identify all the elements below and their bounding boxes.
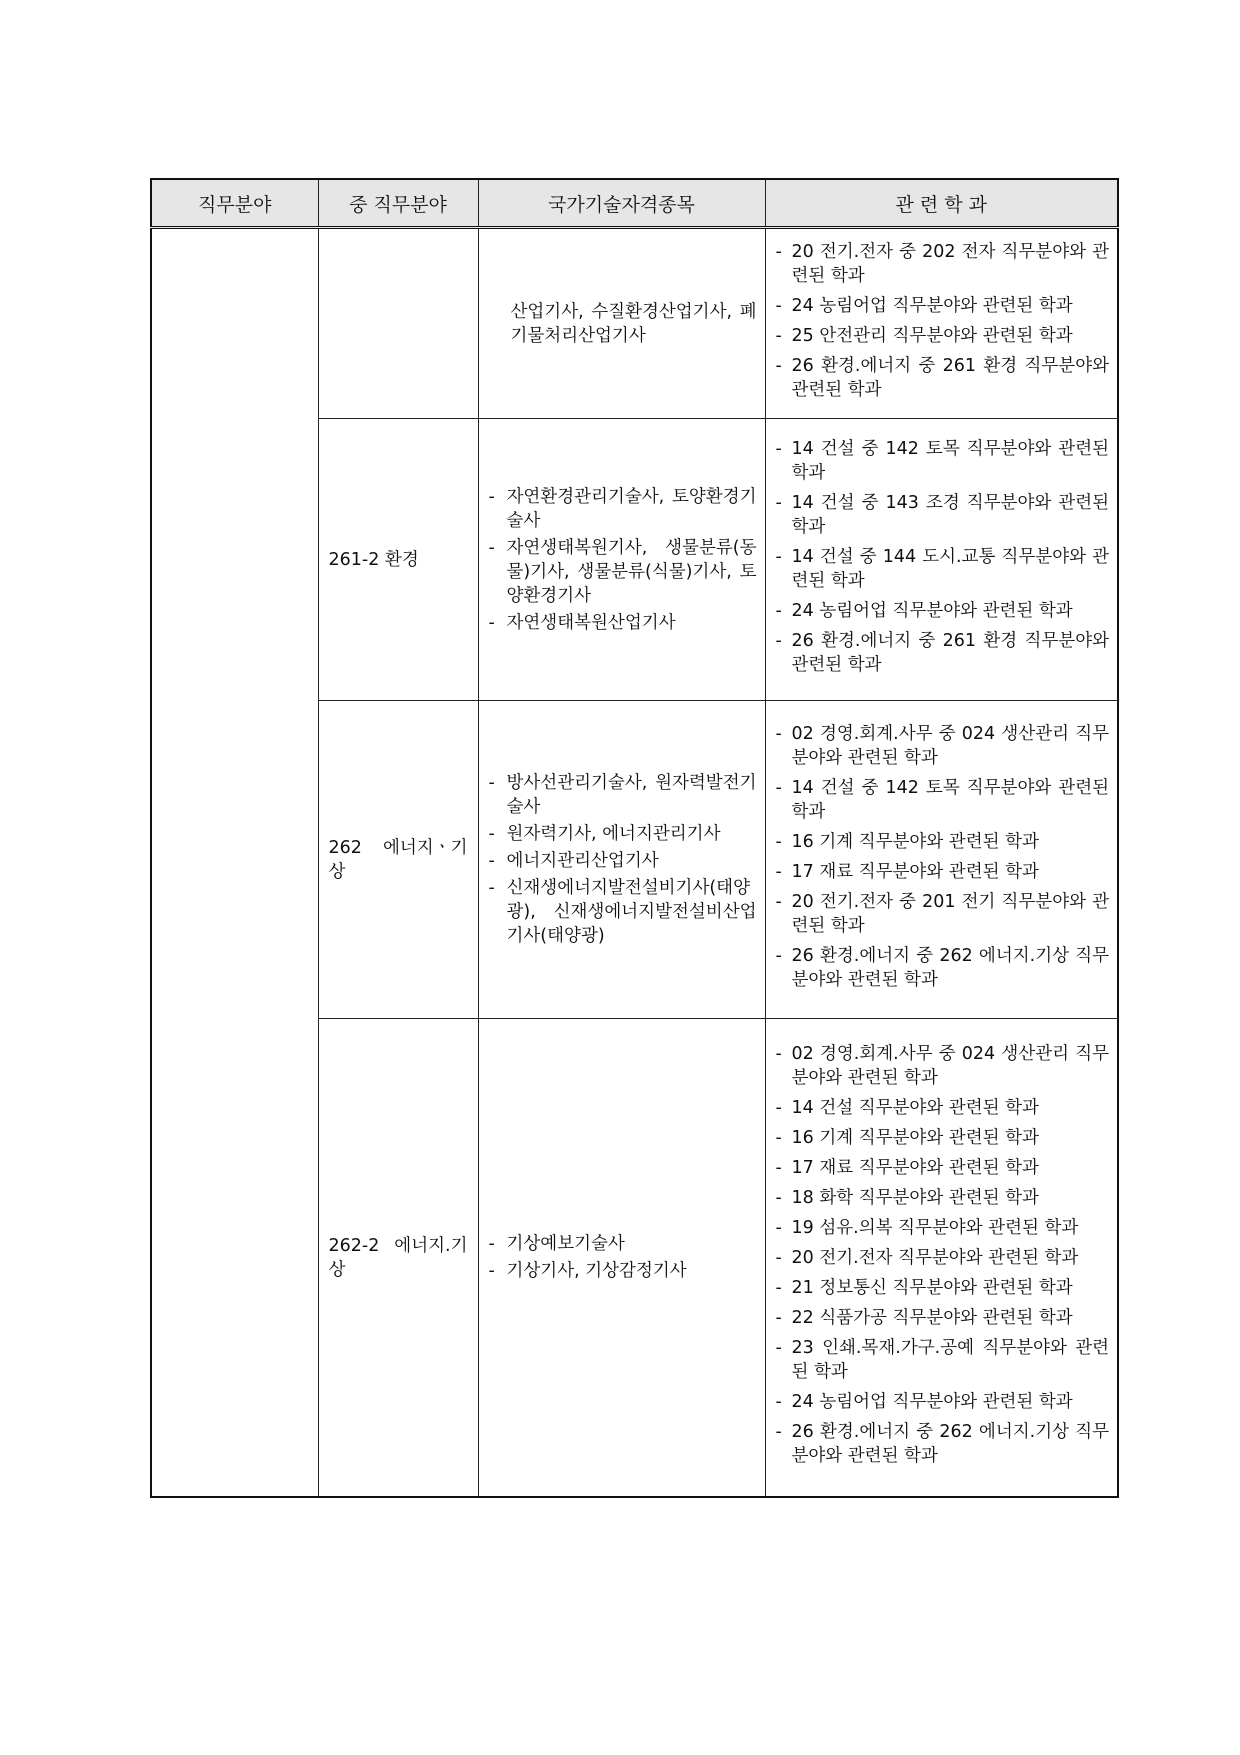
dept-item: - 20 전기.전자 중 202 전자 직무분야와 관련된 학과	[776, 240, 1110, 288]
cert-item: - 자연환경관리기술사, 토양환경기술사	[489, 485, 757, 533]
dept-cell	[765, 1019, 1118, 1498]
cert-item: - 에너지관리산업기사	[489, 849, 757, 873]
cert-cell	[478, 701, 765, 1019]
header-certification: 국가기술자격종목	[478, 179, 765, 228]
sub-field-cell: 261-2 환경	[318, 419, 478, 701]
dept-item: - 24 농림어업 직무분야와 관련된 학과	[776, 294, 1110, 318]
dept-item: - 24 농림어업 직무분야와 관련된 학과	[776, 599, 1110, 623]
dept-cell	[765, 419, 1118, 701]
dept-item: - 26 환경.에너지 중 262 에너지.기상 직무분야와 관련된 학과	[776, 944, 1110, 992]
header-sub-job-field: 중 직무분야	[318, 179, 478, 228]
dept-item: - 23 인쇄.목재.가구.공예 직무분야와 관련된 학과	[776, 1336, 1110, 1384]
qualification-table	[150, 178, 1119, 1498]
cert-item: - 원자력기사, 에너지관리기사	[489, 822, 757, 846]
header-related-department: 관 련 학 과	[765, 179, 1118, 228]
dept-item: - 18 화학 직무분야와 관련된 학과	[776, 1186, 1110, 1210]
cert-item: - 기상기사, 기상감정기사	[489, 1259, 757, 1283]
cert-item: 산업기사, 수질환경산업기사, 폐기물처리산업기사	[510, 301, 757, 346]
dept-item: - 22 식품가공 직무분야와 관련된 학과	[776, 1306, 1110, 1330]
cert-item: - 기상예보기술사	[489, 1232, 757, 1256]
dept-item: - 20 전기.전자 직무분야와 관련된 학과	[776, 1246, 1110, 1270]
dept-item: - 16 기계 직무분야와 관련된 학과	[776, 1126, 1110, 1150]
sub-field-cell	[318, 228, 478, 419]
dept-item: - 21 정보통신 직무분야와 관련된 학과	[776, 1276, 1110, 1300]
dept-item: - 17 재료 직무분야와 관련된 학과	[776, 860, 1110, 884]
dept-item: - 19 섬유.의복 직무분야와 관련된 학과	[776, 1216, 1110, 1240]
dept-item: - 16 기계 직무분야와 관련된 학과	[776, 830, 1110, 854]
table-row	[151, 228, 1118, 419]
dept-item: - 24 농림어업 직무분야와 관련된 학과	[776, 1390, 1110, 1414]
dept-item: - 14 건설 중 142 토목 직무분야와 관련된 학과	[776, 776, 1110, 824]
header-job-field: 직무분야	[151, 179, 318, 228]
dept-item: - 02 경영.회계.사무 중 024 생산관리 직무분야와 관련된 학과	[776, 1042, 1110, 1090]
dept-item: - 17 재료 직무분야와 관련된 학과	[776, 1156, 1110, 1180]
cert-item: - 신재생에너지발전설비기사(태양광), 신재생에너지발전설비산업기사(태양광)	[489, 876, 757, 948]
dept-item: - 14 건설 직무분야와 관련된 학과	[776, 1096, 1110, 1120]
sub-field-cell: 262 에너지ㆍ기상	[318, 701, 478, 1019]
dept-item: - 26 환경.에너지 중 262 에너지.기상 직무분야와 관련된 학과	[776, 1420, 1110, 1468]
dept-item: - 26 환경.에너지 중 261 환경 직무분야와 관련된 학과	[776, 629, 1110, 677]
dept-item: - 25 안전관리 직무분야와 관련된 학과	[776, 324, 1110, 348]
dept-item: - 14 건설 중 144 도시.교통 직무분야와 관련된 학과	[776, 545, 1110, 593]
dept-item: - 14 건설 중 142 토목 직무분야와 관련된 학과	[776, 437, 1110, 485]
dept-item: - 20 전기.전자 중 201 전기 직무분야와 관련된 학과	[776, 890, 1110, 938]
header-row	[151, 179, 1118, 228]
sub-field-cell: 262-2 에너지.기상	[318, 1019, 478, 1498]
dept-cell	[765, 228, 1118, 419]
cert-item: - 자연생태복원산업기사	[489, 611, 757, 635]
cert-cell	[478, 228, 765, 419]
cert-cell	[478, 419, 765, 701]
cert-item: - 자연생태복원기사, 생물분류(동물)기사, 생물분류(식물)기사, 토양환경기사	[489, 536, 757, 608]
dept-item: - 02 경영.회계.사무 중 024 생산관리 직무분야와 관련된 학과	[776, 722, 1110, 770]
dept-item: - 26 환경.에너지 중 261 환경 직무분야와 관련된 학과	[776, 354, 1110, 402]
cert-item: - 방사선관리기술사, 원자력발전기술사	[489, 771, 757, 819]
cert-cell	[478, 1019, 765, 1498]
job-field-cell	[151, 228, 318, 1498]
dept-cell	[765, 701, 1118, 1019]
dept-item: - 14 건설 중 143 조경 직무분야와 관련된 학과	[776, 491, 1110, 539]
